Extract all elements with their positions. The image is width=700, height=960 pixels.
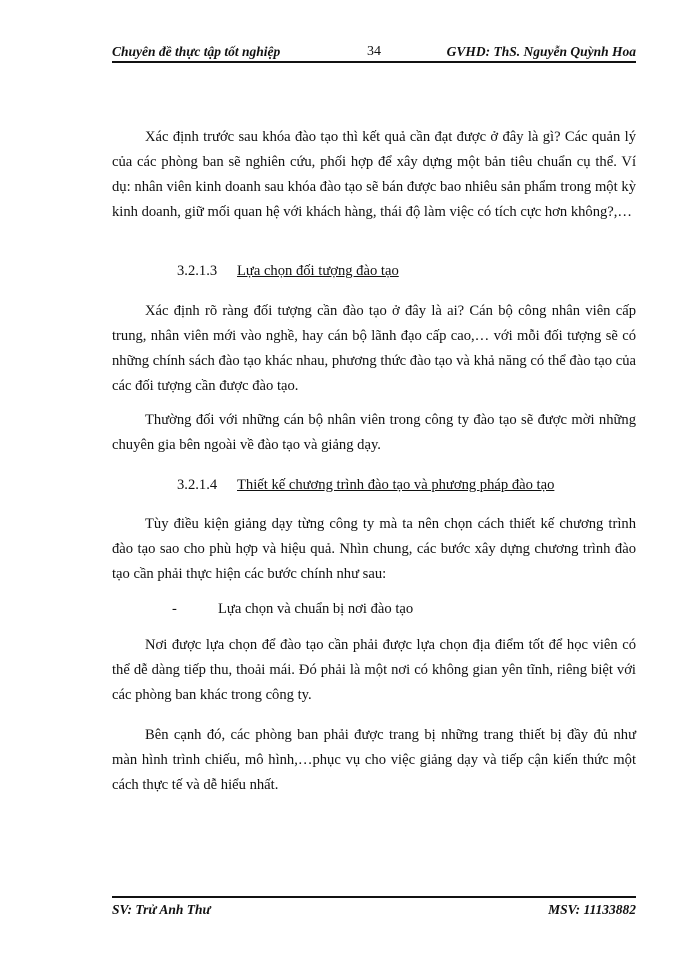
section-number: 3.2.1.4 <box>177 477 218 493</box>
footer-student-id: MSV: 11133882 <box>548 902 636 917</box>
section-title: Thiết kế chương trình đào tạo và phương pháp đào tạo <box>237 477 555 493</box>
paragraph: Nơi được lựa chọn để đào tạo cần phải được lựa chọn địa điểm tốt để học viên có thể dễ dàng tiếp thu, thoải mái. Đó phải là một nơi có không gian yên tĩnh, riêng biệt với các phòng ban khác trong công ty. <box>112 637 636 703</box>
paragraph: Bên cạnh đó, các phòng ban phải được trang bị những trang thiết bị đầy đủ như màn hình trình chiếu, mô hình,…phục vụ cho việc giảng dạy và tiếp cận kiến thức một cách thực tế và dễ hiểu nhất. <box>112 727 636 793</box>
bullet-item <box>172 597 413 622</box>
paragraph: Tùy điều kiện giảng dạy từng công ty mà ta nên chọn cách thiết kế chương trình đào tạo sao cho phù hợp và hiệu quả. Nhìn chung, các bước xây dựng chương trình đào tạo cần phải thực hiện các bước chính như sau: <box>112 516 636 582</box>
paragraph: Xác định trước sau khóa đào tạo thì kết quả cần đạt được ở đây là gì? Các quản lý của các phòng ban sẽ nghiên cứu, phối hợp để xây dựng một bản tiêu chuẩn cụ thể. Ví dụ: nhân viên kinh doanh sau khóa đào tạo sẽ bán được bao nhiêu sản phẩm trong một kỳ kinh doanh, giữ mối quan hệ với khách hàng, thái độ làm việc có tích cực hơn không?,… <box>112 129 636 220</box>
section-number: 3.2.1.3 <box>177 263 218 279</box>
footer-student: SV: Trử Anh Thư <box>112 902 211 917</box>
section-heading <box>177 259 399 284</box>
footer-rule <box>112 896 636 898</box>
paragraph: Thường đối với những cán bộ nhân viên trong công ty đào tạo sẽ được mời những chuyên gia bên ngoài về đào tạo và giảng dạy. <box>112 412 636 453</box>
section-title: Lựa chọn đối tượng đào tạo <box>237 263 399 279</box>
page-header <box>112 44 636 60</box>
header-rule <box>112 61 636 63</box>
bullet-text: Lựa chọn và chuẩn bị nơi đào tạo <box>218 601 414 617</box>
paragraph: Xác định rõ ràng đối tượng cần đào tạo ở đây là ai? Cán bộ công nhân viên cấp trung, nhân viên mới vào nghề, hay cán bộ lãnh đạo cấp cao,… với mỗi đối tượng sẽ có những chính sách đào tạo khác nhau, phương thức đào tạo và khả năng có thể đào tạo của các đối tượng cần được đào tạo. <box>112 303 636 394</box>
header-title: Chuyên đề thực tập tốt nghiệp <box>112 44 281 59</box>
page-number: 34 <box>367 44 381 59</box>
section-heading <box>177 473 554 498</box>
page-footer <box>112 902 636 918</box>
bullet-marker: - <box>172 601 177 617</box>
header-advisor: GVHD: ThS. Nguyễn Quỳnh Hoa <box>446 44 636 59</box>
